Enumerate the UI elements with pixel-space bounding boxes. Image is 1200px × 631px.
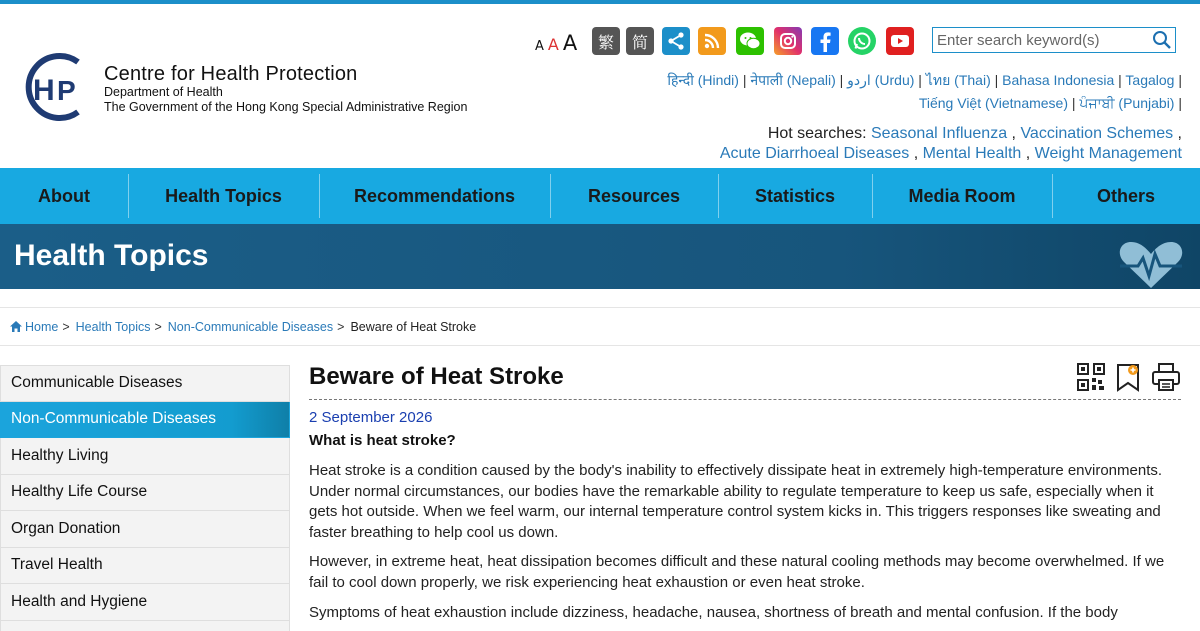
org-name: Centre for Health Protection [104,63,358,85]
breadcrumb-non-communicable[interactable]: Non-Communicable Diseases [167,319,334,334]
font-size-medium[interactable]: A [547,35,559,54]
sidebar-item-health-hygiene[interactable]: Health and Hygiene [0,584,290,621]
article-title: Beware of Heat Stroke [309,362,1181,400]
breadcrumb-health-topics[interactable]: Health Topics [75,319,151,334]
heart-pulse-icon [1116,238,1186,290]
breadcrumb: Home > Health Topics > Non-Communicable Diseases > Beware of Heat Stroke [0,307,1200,346]
main-nav [0,168,1200,224]
article-subheading: What is heat stroke? [309,432,456,449]
rss-icon[interactable] [698,27,726,55]
youtube-icon[interactable] [886,27,914,55]
svg-text:P: P [57,75,76,106]
nav-media-room[interactable]: Media Room [872,168,1052,224]
nav-resources[interactable]: Resources [550,168,718,224]
font-size-small[interactable]: A [535,39,544,54]
lang-punjabi[interactable]: ਪੰਜਾਬੀ (Punjabi) [1079,95,1175,111]
org-government: The Government of the Hong Kong Special Administrative Region [104,100,468,114]
whatsapp-icon[interactable] [848,27,876,55]
search-input[interactable] [933,28,1149,52]
language-links: हिन्दी (Hindi) | नेपाली (Nepali) | اردو (Urdu) | ไทย (Thai) | Bahasa Indonesia | Tagalog | Tiếng Việt (Vietnamese) | ਪੰਜਾਬੀ (Punjabi) | [667,72,1182,111]
article-date: 2 September 2026 [309,409,433,426]
section-banner [0,224,1200,289]
hot-search-link[interactable]: Vaccination Schemes [1020,125,1174,142]
lang-vietnamese[interactable]: Tiếng Việt (Vietnamese) [918,95,1068,111]
sidebar-item-non-communicable[interactable]: Non-Communicable Diseases [0,402,290,439]
hot-search-link[interactable]: Weight Management [1034,145,1182,162]
qr-code-icon[interactable] [1077,363,1105,396]
sidebar-item-communicable[interactable]: Communicable Diseases [0,365,290,402]
bookmark-icon[interactable] [1115,362,1141,397]
article [309,362,1181,623]
sidebar-item-healthy-life-course[interactable]: Healthy Life Course [0,475,290,512]
org-department: Department of Health [104,85,223,99]
sidebar-item-more[interactable] [0,621,290,631]
article-paragraph: Symptoms of heat exhaustion include dizziness, headache, nausea, shortness of breath and mental confusion. If the body [309,603,1118,621]
organization-block [104,63,467,115]
article-paragraph: However, in extreme heat, heat dissipation becomes difficult and these natural cooling methods may become overwhelmed. If we fail to cool down properly, we risk experiencing heat exhaustion or even heat stroke. [309,553,1165,591]
lang-nepali[interactable]: नेपाली (Nepali) [750,72,836,88]
font-size-large[interactable]: A [562,31,578,55]
breadcrumb-home[interactable]: Home [25,319,59,334]
nav-others[interactable]: Others [1052,168,1200,224]
chp-logo[interactable] [20,50,90,124]
hot-searches-label: Hot searches: [767,125,867,142]
lang-urdu[interactable]: اردو (Urdu) [847,72,915,88]
hot-search-link[interactable]: Acute Diarrhoeal Diseases [719,145,910,162]
simplified-chinese-button[interactable]: 简 [626,27,654,55]
sidebar-item-organ-donation[interactable]: Organ Donation [0,511,290,548]
search-box [932,27,1176,53]
article-paragraph: Heat stroke is a condition caused by the body's inability to effectively dissipate heat in extremely high-temperature environments. Under normal circumstances, our bodies have the remarkable ability to regulate temperature to keep us safe, especially when it gets hot outside. When we feel warm, our internal temperature control system kicks in. This triggers responses like sweating and faster breathing to help cool us down. [309,462,1163,541]
traditional-chinese-button[interactable]: 繁 [592,27,620,55]
article-tools [1077,362,1181,397]
share-icon[interactable] [662,27,690,55]
hot-search-link[interactable]: Mental Health [922,145,1022,162]
search-icon[interactable] [1149,28,1175,52]
hot-search-link[interactable]: Seasonal Influenza [870,125,1008,142]
font-size-controls [535,31,577,55]
sidebar [0,365,290,631]
hot-searches: Hot searches: Seasonal Influenza , Vaccination Schemes , Acute Diarrhoeal Diseases , Mental Health , Weight Management [719,125,1182,162]
lang-thai[interactable]: ไทย (Thai) [925,72,991,88]
top-accent-line [0,0,1200,4]
sidebar-item-healthy-living[interactable]: Healthy Living [0,438,290,475]
wechat-icon[interactable] [736,27,764,55]
breadcrumb-current: Beware of Heat Stroke [350,319,477,334]
nav-recommendations[interactable]: Recommendations [319,168,550,224]
nav-about[interactable]: About [38,185,90,206]
instagram-icon[interactable] [774,27,802,55]
section-title: Health Topics [14,239,209,272]
lang-tagalog[interactable]: Tagalog [1125,72,1175,88]
nav-health-topics[interactable]: Health Topics [128,168,319,224]
facebook-icon[interactable] [811,27,839,55]
svg-text:H: H [33,74,55,107]
nav-statistics[interactable]: Statistics [718,168,872,224]
print-icon[interactable] [1151,362,1181,397]
home-icon[interactable] [10,321,22,332]
lang-indonesian[interactable]: Bahasa Indonesia [1002,72,1115,88]
sidebar-item-travel-health[interactable]: Travel Health [0,548,290,585]
lang-hindi[interactable]: हिन्दी (Hindi) [667,72,739,88]
